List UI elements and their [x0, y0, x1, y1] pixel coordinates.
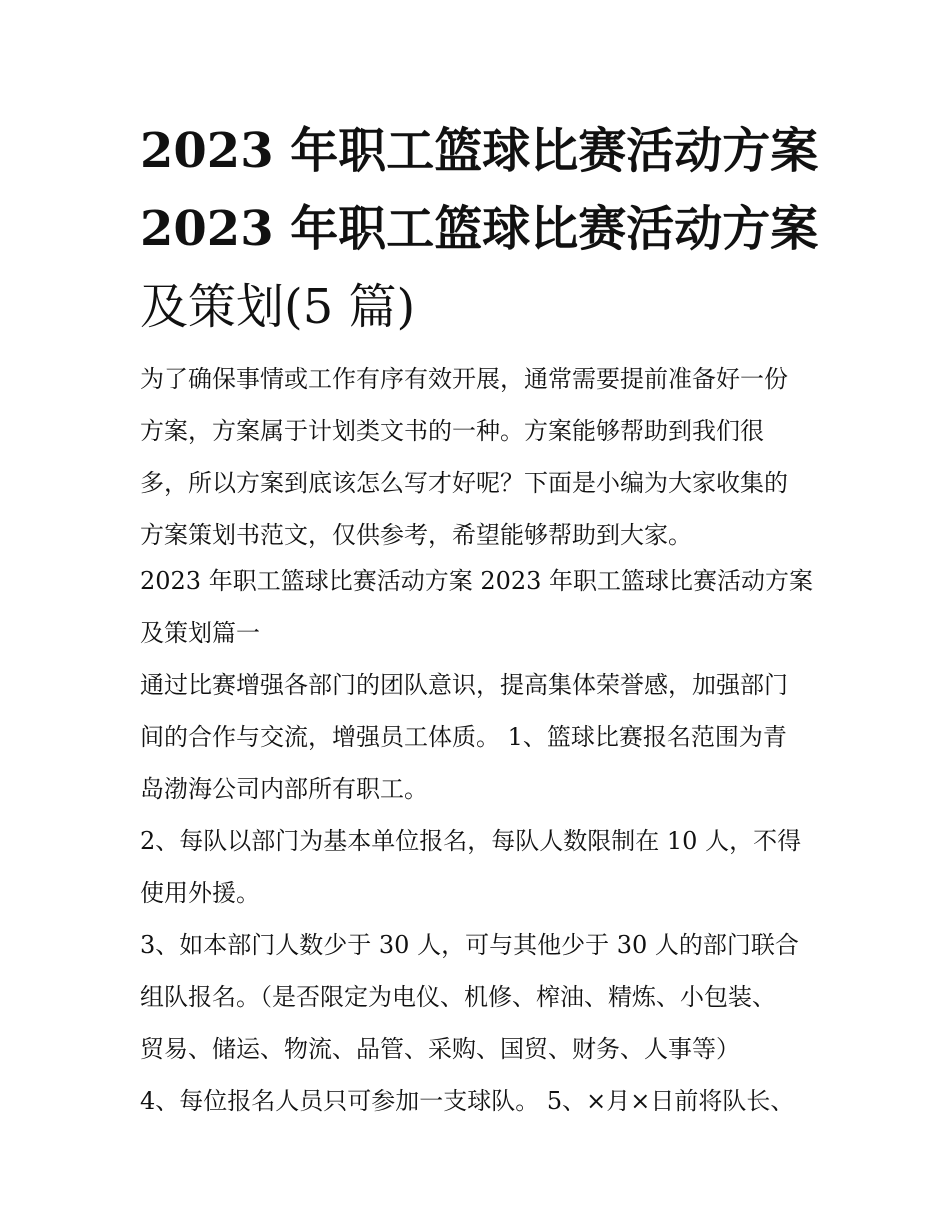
rule-item-2: [140, 815, 820, 919]
title-line: 2023 年职工篮球比赛活动方案: [140, 201, 819, 257]
text-line: 多，所以方案到底该怎么写才好呢？下面是小编为大家收集的: [140, 469, 788, 497]
text-line: 2023 年职工篮球比赛活动方案 2023 年职工篮球比赛活动方案: [140, 567, 814, 595]
text-line: 方案策划书范文，仅供参考，希望能够帮助到大家。: [140, 521, 692, 549]
text-line: 4、每位报名人员只可参加一支球队。 5、×月×日前将队长、: [140, 1087, 795, 1115]
rule-item-4: [140, 1075, 820, 1127]
title-line: 2023 年职工篮球比赛活动方案: [140, 123, 819, 179]
text-line: 使用外援。: [140, 879, 260, 907]
text-line: 间的合作与交流，增强员工体质。 1、篮球比赛报名范围为青: [140, 723, 787, 751]
text-line: 组队报名。（是否限定为电仪、机修、榨油、精炼、小包装、: [140, 983, 776, 1011]
document-title: [140, 112, 820, 346]
text-line: 及策划篇一: [140, 619, 260, 647]
section-heading: [140, 555, 820, 659]
text-line: 通过比赛增强各部门的团队意识，提高集体荣誉感，加强部门: [140, 671, 788, 699]
text-line: 2、每队以部门为基本单位报名，每队人数限制在 10 人，不得: [140, 827, 802, 855]
text-line: 3、如本部门人数少于 30 人，可与其他少于 30 人的部门联合: [140, 931, 799, 959]
text-line: 岛渤海公司内部所有职工。: [140, 775, 428, 803]
rule-item-3: [140, 919, 820, 1075]
purpose-paragraph: [140, 659, 820, 815]
title-line: 及策划(5 篇): [140, 279, 416, 335]
text-line: 为了确保事情或工作有序有效开展，通常需要提前准备好一份: [140, 365, 788, 393]
intro-paragraph: [140, 353, 820, 561]
text-line: 贸易、储运、物流、品管、采购、国贸、财务、人事等）: [140, 1035, 740, 1063]
text-line: 方案，方案属于计划类文书的一种。方案能够帮助到我们很: [140, 417, 764, 445]
